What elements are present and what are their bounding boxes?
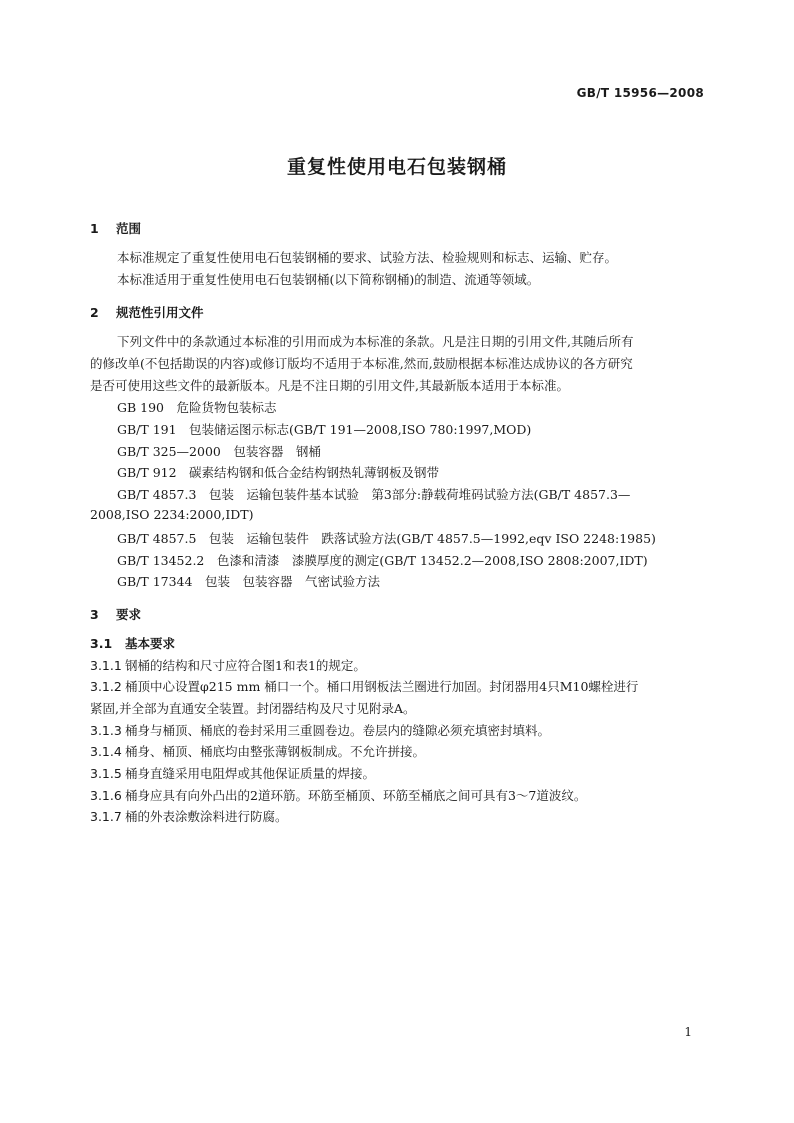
reference-item: GB/T 13452.2 色漆和清漆 漆膜厚度的测定(GB/T 13452.2—2008,ISO 2808:2007,IDT) [117,553,648,568]
clause-text: 桶身直缝采用电阻焊或其他保证质量的焊接。 [125,766,376,781]
clause-number: 3.1.4 [90,744,122,759]
section-2-heading [90,303,204,321]
clause-text: 紧固,并全部为直通安全装置。封闭器结构及尺寸见附录A。 [90,701,416,716]
clause-number: 3.1.2 [90,679,122,694]
clause-number: 3.1.1 [90,658,122,673]
reference-item: GB/T 4857.5 包装 运输包装件 跌落试验方法(GB/T 4857.5—1992,eqv ISO 2248:1985) [117,531,656,546]
subsection-3-1-heading [90,634,175,652]
clause-text: 桶顶中心设置φ215 mm 桶口一个。桶口用钢板法兰圈进行加固。封闭器用4只M10螺栓进行 [125,679,639,694]
section-title: 范围 [116,221,142,236]
paragraph: 是否可使用这些文件的最新版本。凡是不注日期的引用文件,其最新版本适用于本标准。 [90,378,569,393]
clause-continuation [90,699,416,717]
clause [90,786,586,804]
clause [90,742,425,760]
clause-text: 桶身、桶顶、桶底均由整张薄钢板制成。不允许拼接。 [125,744,426,759]
page-number: 1 [684,1025,692,1039]
section-number: 3 [90,607,99,622]
section-title: 规范性引用文件 [116,305,204,320]
section-title: 基本要求 [125,636,176,651]
section-title: 要求 [116,607,142,622]
section-3-heading [90,605,141,623]
reference-item: GB/T 325—2000 包装容器 钢桶 [117,444,321,459]
clause-number: 3.1.6 [90,788,122,803]
clause-text: 桶身与桶顶、桶底的卷封采用三重圆卷边。卷层内的缝隙必须充填密封填料。 [125,723,551,738]
reference-item-continuation: 2008,ISO 2234:2000,IDT) [90,507,254,522]
clause-number: 3.1.3 [90,723,122,738]
document-title: 重复性使用电石包装钢桶 [286,156,507,178]
clause-text: 钢桶的结构和尺寸应符合图1和表1的规定。 [125,658,366,673]
clause [90,656,366,674]
section-number: 2 [90,305,99,320]
clause [90,677,638,695]
reference-item: GB 190 危险货物包装标志 [117,400,277,415]
clause-text: 桶的外表涂敷涂料进行防腐。 [125,809,288,824]
reference-item: GB/T 191 包装储运图示标志(GB/T 191—2008,ISO 780:1997,MOD) [117,422,532,437]
clause [90,721,550,739]
reference-item: GB/T 17344 包装 包装容器 气密试验方法 [117,574,380,589]
clause-number: 3.1.5 [90,766,122,781]
clause-number: 3.1.7 [90,809,122,824]
reference-item: GB/T 4857.3 包装 运输包装件基本试验 第3部分:静载荷堆码试验方法(GB/T 4857.3— [117,487,631,502]
section-number: 3.1 [90,636,113,651]
paragraph: 的修改单(不包括勘误的内容)或修订版均不适用于本标准,然而,鼓励根据本标准达成协议的各方研究 [90,356,633,371]
section-1-heading [90,219,141,237]
section-number: 1 [90,221,99,236]
clause-text: 桶身应具有向外凸出的2道环筋。环筋至桶顶、环筋至桶底之间可具有3～7道波纹。 [125,788,587,803]
paragraph: 本标准规定了重复性使用电石包装钢桶的要求、试验方法、检验规则和标志、运输、贮存。 [117,250,618,265]
standard-number-header: GB/T 15956—2008 [576,86,704,100]
paragraph: 下列文件中的条款通过本标准的引用而成为本标准的条款。凡是注日期的引用文件,其随后所有 [117,334,634,349]
clause [90,807,288,825]
clause [90,764,375,782]
reference-item: GB/T 912 碳素结构钢和低合金结构钢热轧薄钢板及钢带 [117,465,440,480]
paragraph: 本标准适用于重复性使用电石包装钢桶(以下简称钢桶)的制造、流通等领域。 [117,272,540,287]
